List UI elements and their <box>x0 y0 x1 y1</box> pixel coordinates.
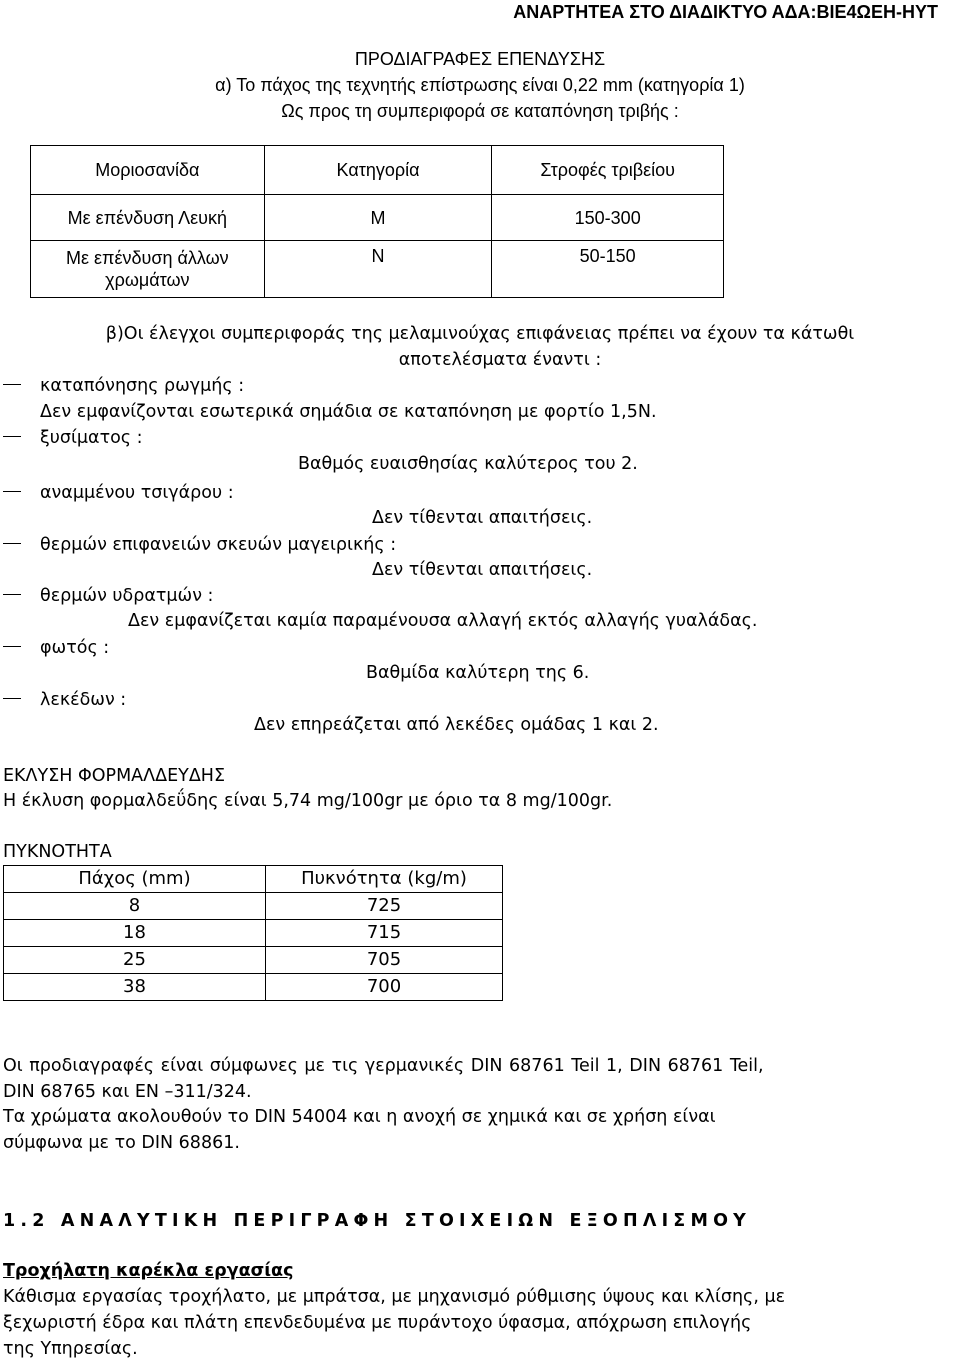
table-cell: 18 <box>4 920 266 947</box>
item-result-crack: Δεν εμφανίζονται εσωτερικά σημάδια σε καταπόνηση με φορτίο 1,5Ν. <box>40 402 657 422</box>
table-row <box>4 920 503 947</box>
table-cell: Μ <box>264 195 492 241</box>
standards-line1: Οι προδιαγραφές είναι σύμφωνες με τις γερμανικές DIN 68761 Teil 1, DIN 68761 Teil, <box>3 1056 764 1076</box>
item-result-steam: Δεν εμφανίζεται καμία παραμένουσα αλλαγή εκτός αλλαγής γυαλάδας. <box>128 611 758 631</box>
table-cell: 8 <box>4 893 266 920</box>
header-cell: Στροφές τριβείου <box>492 146 724 195</box>
table-cell: 25 <box>4 947 266 974</box>
table-row <box>4 947 503 974</box>
item-label-steam: θερμών υδρατμών : <box>40 586 214 606</box>
density-table <box>3 865 503 1001</box>
table-row <box>4 974 503 1001</box>
table-cell: 700 <box>266 974 503 1001</box>
formaldehyde-title: ΕΚΛΥΣΗ ΦΟΡΜΑΛΔΕΥΔΗΣ <box>3 766 226 786</box>
table-cell: Με επένδυση Λευκή <box>31 195 265 241</box>
header-cell: Πάχος (mm) <box>4 866 266 893</box>
table-cell: Ν <box>264 241 492 298</box>
dash-bullet <box>3 543 21 544</box>
dash-bullet <box>3 384 21 385</box>
item-result-cigarette: Δεν τίθενται απαιτήσεις. <box>372 508 593 528</box>
controls-intro-line1: β)Οι έλεγχοι συμπεριφοράς της μελαμινούχας επιφάνειας πρέπει να έχουν τα κάτωθι <box>105 324 855 344</box>
cell-line: χρωμάτων <box>105 270 190 290</box>
table-cell: 715 <box>266 920 503 947</box>
coating-title: ΠΡΟΔΙΑΓΡΑΦΕΣ ΕΠΕΝΔΥΣΗΣ <box>354 49 606 69</box>
ada-header: ΑΝΑΡΤΗΤΕΑ ΣΤΟ ΔΙΑΔΙΚΤΥΟ ΑΔΑ:ΒΙΕ4ΩΕΗ-ΗΥΤ <box>513 2 938 22</box>
table-row <box>4 893 503 920</box>
item-result-scratch: Βαθμός ευαισθησίας καλύτερος του 2. <box>298 454 638 474</box>
item-label-stains: λεκέδων : <box>40 690 127 710</box>
dash-bullet <box>3 491 21 492</box>
abrasion-spec-table <box>30 145 724 298</box>
density-title: ΠΥΚΝΟΤΗΤΑ <box>3 842 112 862</box>
section-heading: 1.2 ΑΝΑΛΥΤΙΚΗ ΠΕΡΙΓΡΑΦΗ ΣΤΟΙΧΕΙΩΝ ΕΞΟΠΛΙΣΜΟΥ <box>3 1211 752 1231</box>
table-cell: 725 <box>266 893 503 920</box>
standards-line3: Τα χρώματα ακολουθούν το DIN 54004 και η ανοχή σε χημικά και σε χρήση είναι <box>3 1107 716 1127</box>
standards-line4: σύμφωνα με το DIN 68861. <box>3 1133 240 1153</box>
chair-line2: ξεχωριστή έδρα και πλάτη επενδεδυμένα με πυράντοχο ύφασμα, απόχρωση επιλογής <box>3 1313 752 1333</box>
chair-line1: Κάθισμα εργασίας τροχήλατο, με μπράτσα, με μηχανισμό ρύθμισης ύψους και κλίσης, με <box>3 1287 786 1307</box>
table-cell: 705 <box>266 947 503 974</box>
controls-intro-line2: αποτελέσματα έναντι : <box>398 350 602 370</box>
item-result-stains: Δεν επηρεάζεται από λεκέδες ομάδας 1 και 2. <box>254 715 659 735</box>
item-label-light: φωτός : <box>40 638 110 658</box>
header-cell: Κατηγορία <box>264 146 492 195</box>
item-label-hot-surfaces: θερμών επιφανειών σκευών μαγειρικής : <box>40 535 397 555</box>
dash-bullet <box>3 436 21 437</box>
table-row <box>31 195 724 241</box>
header-cell: Μοριοσανίδα <box>31 146 265 195</box>
item-label-crack: καταπόνησης ρωγμής : <box>40 376 245 396</box>
item-result-hot-surfaces: Δεν τίθενται απαιτήσεις. <box>372 560 593 580</box>
chair-title: Τροχήλατη καρέκλα εργασίας <box>3 1261 294 1281</box>
table-row <box>31 241 724 298</box>
dash-bullet <box>3 698 21 699</box>
formaldehyde-text: Η έκλυση φορμαλδεΰδης είναι 5,74 mg/100gr με όριο τα 8 mg/100gr. <box>3 791 613 811</box>
table-cell: 150-300 <box>492 195 724 241</box>
coating-thickness-line: α) Το πάχος της τεχνητής επίστρωσης είναι 0,22 mm (κατηγορία 1) <box>215 75 745 95</box>
abrasion-intro-line: Ως προς τη συμπεριφορά σε καταπόνηση τριβής : <box>281 101 679 121</box>
item-label-scratch: ξυσίματος : <box>40 428 143 448</box>
item-label-cigarette: αναμμένου τσιγάρου : <box>40 483 234 503</box>
standards-line2: DIN 68765 και EN –311/324. <box>3 1082 252 1102</box>
table-header-row <box>31 146 724 195</box>
table-header-row <box>4 866 503 893</box>
dash-bullet <box>3 594 21 595</box>
chair-line3: της Υπηρεσίας. <box>3 1339 138 1359</box>
cell-line: Με επένδυση άλλων <box>66 248 229 268</box>
table-cell: 38 <box>4 974 266 1001</box>
table-cell <box>31 241 265 298</box>
table-cell: 50-150 <box>492 241 724 298</box>
header-cell: Πυκνότητα (kg/m) <box>266 866 503 893</box>
item-result-light: Βαθμίδα καλύτερη της 6. <box>366 663 590 683</box>
dash-bullet <box>3 646 21 647</box>
